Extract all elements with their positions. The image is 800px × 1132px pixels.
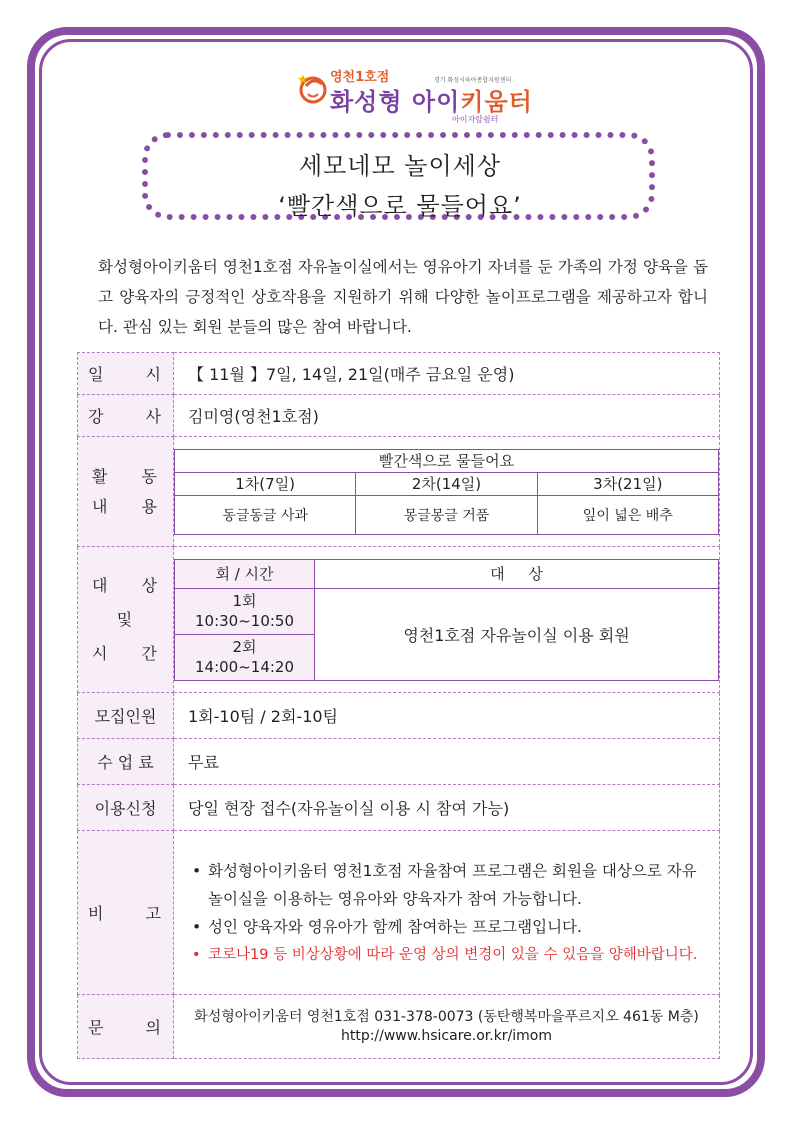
row-activity [78, 437, 720, 547]
logo-tagline: 아이자람쉼터 [452, 115, 499, 124]
activity-table [174, 449, 719, 535]
label-apply: 이용신청 [78, 785, 174, 831]
row-recruit [78, 693, 720, 739]
intro-paragraph: 화성형아이키움터 영천1호점 자유놀이실에서는 영유아기 자녀를 둔 가족의 가정 양육을 돕고 양육자의 긍정적인 상호작용을 지원하기 위해 다양한 놀이프로그램을 제공하고자 합니다. 관심 있는 회원 분들의 많은 참여 바랍니다. [98, 258, 708, 336]
remarks-list [190, 857, 705, 969]
contact-cell [174, 995, 720, 1059]
session-round: 3차(21일) [537, 472, 718, 495]
label-fee: 수 업 료 [78, 739, 174, 785]
contact-url-link[interactable]: http://www.hsicare.or.kr/imom [340, 1027, 553, 1044]
logo [296, 62, 533, 132]
session-content: 몽글몽글 거품 [356, 495, 537, 534]
label-recruit: 모집인원 [78, 693, 174, 739]
label-remarks: 비 고 [78, 831, 174, 995]
logo-branch: 영천1호점 [330, 70, 390, 85]
label-target: 대 상 및 시 간 [78, 547, 174, 693]
session-round: 1차(7일) [175, 472, 356, 495]
time-slot: 2회 14:00~14:20 [175, 634, 315, 680]
contact-info: 화성형아이키움터 영천1호점 031-378-0073 (동탄행복마을푸르지오 461동 M층) [194, 1008, 699, 1025]
remark-item: • 화성형아이키움터 영천1호점 자율참여 프로그램은 회원을 대상으로 자유놀이실을 이용하는 영유아와 양육자가 참여 가능합니다. [190, 857, 705, 913]
value-recruit: 1회-10팀 / 2회-10팀 [174, 693, 720, 739]
title-line2: ‘빨간색으로 물들어요’ [278, 192, 522, 220]
logo-name: 화성형 아이키움터 [330, 88, 533, 116]
child-face-icon [298, 74, 328, 104]
remarks-cell [174, 831, 720, 995]
target-cell [174, 547, 720, 693]
session-round: 2차(14일) [356, 472, 537, 495]
logo-org: 경기 화성시육아종합지원센터 [434, 77, 512, 84]
session-content: 동글동글 사과 [175, 495, 356, 534]
value-fee: 무료 [174, 739, 720, 785]
label-instructor: 강 사 [78, 395, 174, 437]
title-line1: 세모네모 놀이세상 [298, 152, 502, 180]
label-contact: 문 의 [78, 995, 174, 1059]
program-table [77, 352, 720, 1059]
time-slot: 1회 10:30~10:50 [175, 588, 315, 634]
row-remarks [78, 831, 720, 995]
row-instructor [78, 395, 720, 437]
target-table [174, 559, 719, 681]
value-instructor: 김미영(영천1호점) [174, 395, 720, 437]
col-target-header: 대 상 [315, 559, 719, 588]
remark-item: • 성인 양육자와 영유아가 함께 참여하는 프로그램입니다. [190, 913, 705, 941]
row-apply [78, 785, 720, 831]
activity-header: 빨간색으로 물들어요 [175, 449, 719, 472]
label-date: 일 시 [78, 353, 174, 395]
col-time-header: 회 / 시간 [175, 559, 315, 588]
remark-warning: • 코로나19 등 비상상황에 따라 운영 상의 변경이 있을 수 있음을 양해바랍니다. [190, 941, 705, 969]
row-target [78, 547, 720, 693]
label-activity: 활 동 내 용 [78, 437, 174, 547]
value-date: 【 11월 】7일, 14일, 21일(매주 금요일 운영) [174, 353, 720, 395]
session-content: 잎이 넓은 배추 [537, 495, 718, 534]
row-contact [78, 995, 720, 1059]
row-fee [78, 739, 720, 785]
activity-cell [174, 437, 720, 547]
row-date [78, 353, 720, 395]
value-apply: 당일 현장 접수(자유놀이실 이용 시 참여 가능) [174, 785, 720, 831]
target-value: 영천1호점 자유놀이실 이용 회원 [315, 588, 719, 680]
